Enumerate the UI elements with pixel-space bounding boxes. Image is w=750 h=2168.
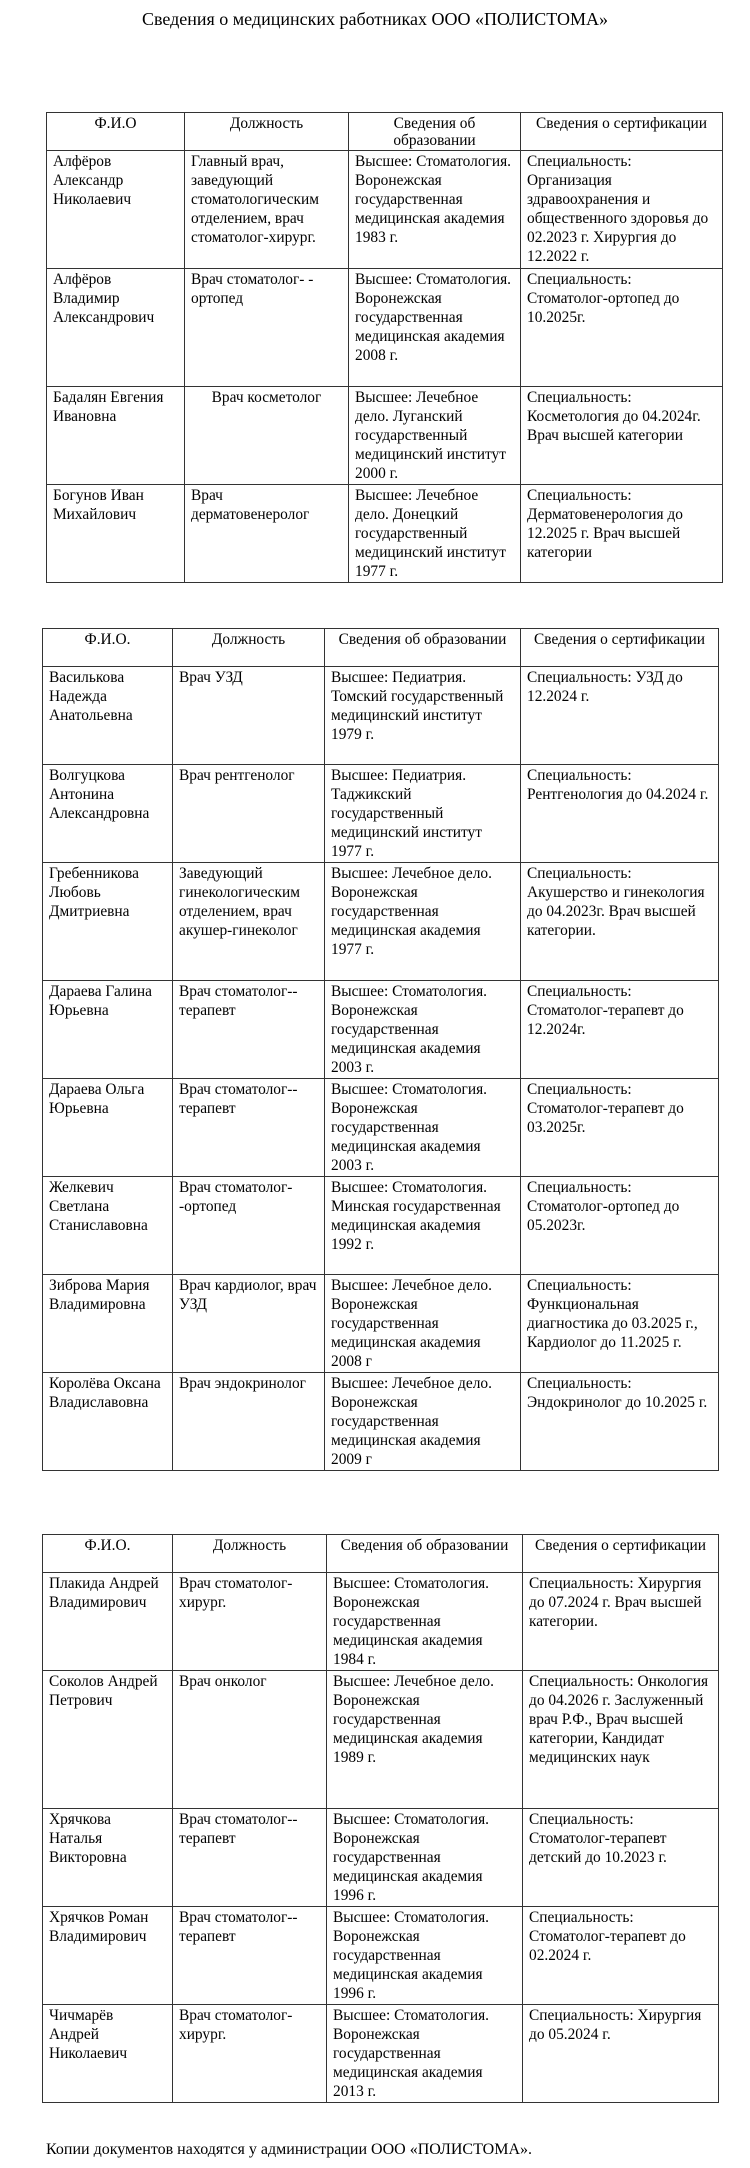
cell-fio: Дараева Галина Юрьевна [43,981,173,1079]
header-certification: Сведения о сертификации [521,629,719,667]
table-row [47,485,723,583]
table-row [43,2005,719,2103]
cell-education: Высшее: Стоматология. Воронежская государственная медицинская академия 2013 г. [327,2005,523,2103]
table-row [47,387,723,485]
cell-education: Высшее: Лечебное дело. Воронежская государственная медицинская академия 2009 г [325,1373,521,1471]
cell-fio: Плакида Андрей Владимирович [43,1573,173,1671]
header-position: Должность [173,629,325,667]
cell-position: Врач онколог [173,1671,327,1809]
table-row [43,1907,719,2005]
cell-position: Врач стоматолог-- терапевт [173,1907,327,2005]
cell-fio: Алфёров Александр Николаевич [47,151,185,269]
staff-table-3 [42,1534,719,2103]
cell-position: Врач стоматолог- -ортопед [173,1177,325,1275]
cell-certification: Специальность: Хирургия до 05.2024 г. [523,2005,719,2103]
cell-education: Высшее: Педиатрия. Таджикский государственный медицинский институт 1977 г. [325,765,521,863]
header-fio: Ф.И.О. [43,629,173,667]
staff-table-2 [42,628,719,1471]
table-header-row [43,1535,719,1573]
cell-education: Высшее: Лечебное дело. Воронежская государственная медицинская академия 2008 г [325,1275,521,1373]
cell-position: Врач стоматолог-- терапевт [173,1809,327,1907]
cell-fio: Желкевич Светлана Станиславовна [43,1177,173,1275]
cell-education: Высшее: Стоматология. Минская государственная медицинская академия 1992 г. [325,1177,521,1275]
cell-certification: Специальность: Функциональная диагностика до 03.2025 г., Кардиолог до 11.2025 г. [521,1275,719,1373]
cell-position: Врач косметолог [185,387,349,485]
table-header-row [47,113,723,151]
table-row [43,981,719,1079]
cell-certification: Специальность: Стоматолог-терапевт до 12.2024г. [521,981,719,1079]
cell-position: Врач стоматолог-- терапевт [173,981,325,1079]
cell-education: Высшее: Стоматология. Воронежская государственная медицинская академия 1996 г. [327,1809,523,1907]
cell-fio: Чичмарёв Андрей Николаевич [43,2005,173,2103]
cell-position: Заведующий гинекологическим отделением, врач акушер-гинеколог [173,863,325,981]
cell-position: Врач дерматовенеролог [185,485,349,583]
table-header-row [43,629,719,667]
cell-certification: Специальность: Стоматолог-ортопед до 05.2023г. [521,1177,719,1275]
cell-fio: Хрячков Роман Владимирович [43,1907,173,2005]
cell-position: Главный врач, заведующий стоматологическим отделением, врач стоматолог-хирург. [185,151,349,269]
cell-education: Высшее: Лечебное дело. Воронежская государственная медицинская академия 1977 г. [325,863,521,981]
cell-fio: Зиброва Мария Владимировна [43,1275,173,1373]
cell-education: Высшее: Лечебное дело. Донецкий государственный медицинский институт 1977 г. [349,485,521,583]
cell-position: Врач эндокринолог [173,1373,325,1471]
footer-note: Копии документов находятся у администрации ООО «ПОЛИСТОМА». [46,2141,532,2158]
page-title: Сведения о медицинских работниках ООО «ПОЛИСТОМА» [141,9,609,29]
table-row [43,1079,719,1177]
cell-fio: Соколов Андрей Петрович [43,1671,173,1809]
table-row [47,151,723,269]
header-certification: Сведения о сертификации [523,1535,719,1573]
cell-position: Врач стоматолог- - ортопед [185,269,349,387]
table-row [47,269,723,387]
cell-education: Высшее: Лечебное дело. Луганский государственный медицинский институт 2000 г. [349,387,521,485]
table-row [43,863,719,981]
cell-fio: Хрячкова Наталья Викторовна [43,1809,173,1907]
cell-position: Врач стоматолог-- терапевт [173,1079,325,1177]
cell-certification: Специальность: Рентгенология до 04.2024 г. [521,765,719,863]
cell-education: Высшее: Стоматология. Воронежская государственная медицинская академия 2003 г. [325,981,521,1079]
cell-position: Врач стоматолог- хирург. [173,1573,327,1671]
cell-fio: Королёва Оксана Владиславовна [43,1373,173,1471]
header-fio: Ф.И.О. [43,1535,173,1573]
table-row [43,1573,719,1671]
cell-position: Врач рентгенолог [173,765,325,863]
table-row [43,765,719,863]
cell-fio: Дараева Ольга Юрьевна [43,1079,173,1177]
cell-certification: Специальность: Эндокринолог до 10.2025 г. [521,1373,719,1471]
cell-position: Врач стоматолог- хирург. [173,2005,327,2103]
table-row [43,1177,719,1275]
table-row [43,1671,719,1809]
cell-certification: Специальность: Стоматолог-ортопед до 10.2025г. [521,269,723,387]
cell-fio: Волгуцкова Антонина Александровна [43,765,173,863]
header-education: Сведения об образовании [325,629,521,667]
header-position: Должность [173,1535,327,1573]
table-row [43,1275,719,1373]
cell-position: Врач УЗД [173,667,325,765]
cell-education: Высшее: Педиатрия. Томский государственный медицинский институт 1979 г. [325,667,521,765]
cell-certification: Специальность: Косметология до 04.2024г. Врач высшей категории [521,387,723,485]
cell-certification: Специальность: Онкология до 04.2026 г. Заслуженный врач Р.Ф., Врач высшей категории, Кандидат медицинских наук [523,1671,719,1809]
cell-fio: Бадалян Евгения Ивановна [47,387,185,485]
cell-education: Высшее: Стоматология. Воронежская государственная медицинская академия 1996 г. [327,1907,523,2005]
header-fio: Ф.И.О [47,113,185,151]
cell-education: Высшее: Стоматология. Воронежская государственная медицинская академия 2003 г. [325,1079,521,1177]
cell-fio: Гребенникова Любовь Дмитриевна [43,863,173,981]
header-certification: Сведения о сертификации [521,113,723,151]
table-row [43,1373,719,1471]
cell-fio: Богунов Иван Михайлович [47,485,185,583]
cell-certification: Специальность: Акушерство и гинекология до 04.2023г. Врач высшей категории. [521,863,719,981]
cell-education: Высшее: Лечебное дело. Воронежская государственная медицинская академия 1989 г. [327,1671,523,1809]
cell-certification: Специальность: Стоматолог-терапевт до 02.2024 г. [523,1907,719,2005]
cell-position: Врач кардиолог, врач УЗД [173,1275,325,1373]
cell-certification: Специальность: Организация здравоохранения и общественного здоровья до 02.2023 г. Хирургия до 12.2022 г. [521,151,723,269]
cell-fio: Алфёров Владимир Александрович [47,269,185,387]
cell-certification: Специальность: Стоматолог-терапевт детский до 10.2023 г. [523,1809,719,1907]
cell-fio: Василькова Надежда Анатольевна [43,667,173,765]
cell-certification: Специальность: Хирургия до 07.2024 г. Врач высшей категории. [523,1573,719,1671]
table-row [43,667,719,765]
header-education: Сведения об образовании [327,1535,523,1573]
table-row [43,1809,719,1907]
staff-table-1 [46,112,723,583]
cell-certification: Специальность: УЗД до 12.2024 г. [521,667,719,765]
cell-education: Высшее: Стоматология. Воронежская государственная медицинская академия 1983 г. [349,151,521,269]
cell-certification: Специальность: Стоматолог-терапевт до 03.2025г. [521,1079,719,1177]
header-education: Сведения об образовании [349,113,521,151]
header-position: Должность [185,113,349,151]
cell-education: Высшее: Стоматология. Воронежская государственная медицинская академия 2008 г. [349,269,521,387]
cell-certification: Специальность: Дерматовенерология до 12.2025 г. Врач высшей категории [521,485,723,583]
cell-education: Высшее: Стоматология. Воронежская государственная медицинская академия 1984 г. [327,1573,523,1671]
